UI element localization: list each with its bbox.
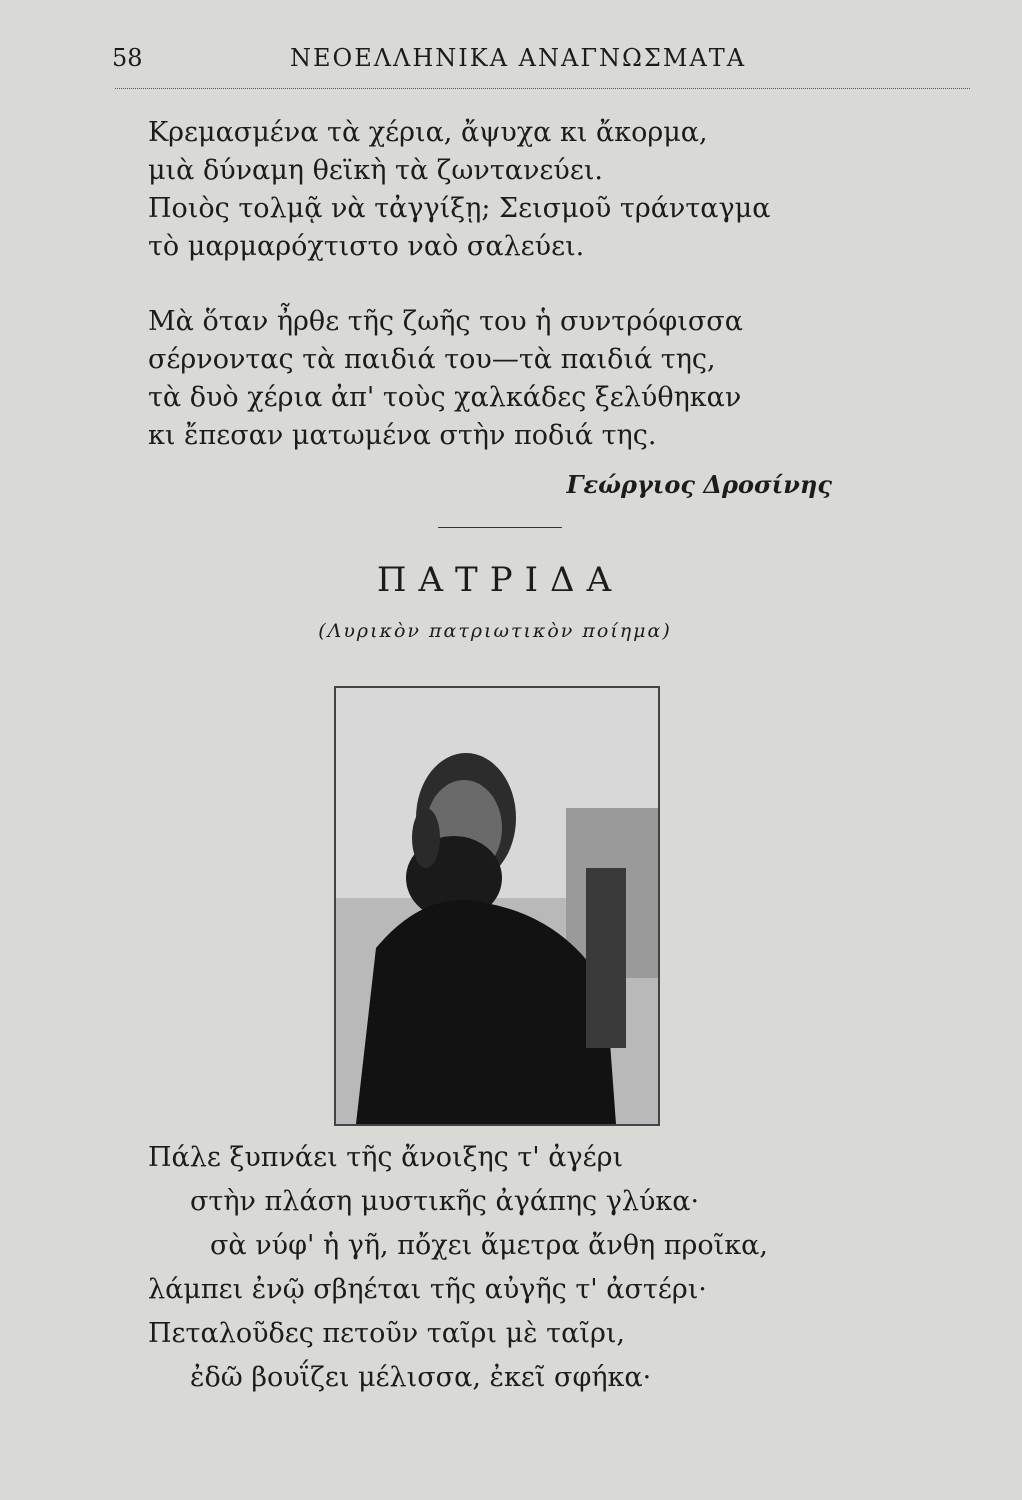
verse-line: Κρεμασμένα τὰ χέρια, ἄψυχα κι ἄκορμα, — [148, 117, 708, 148]
author-portrait — [334, 686, 660, 1126]
poem1-stanza2 — [148, 303, 743, 455]
verse-line: στὴν πλάση μυστικῆς ἀγάπης γλύκα· — [190, 1186, 700, 1217]
running-title: ΝΕΟΕΛΛΗΝΙΚΑ ΑΝΑΓΝΩΣΜΑΤΑ — [290, 44, 747, 72]
section-divider — [438, 527, 562, 528]
verse-line: κι ἔπεσαν ματωμένα στὴν ποδιά της. — [148, 420, 657, 451]
verse-line: Πεταλοῦδες πετοῦν ταῖρι μὲ ταῖρι, — [148, 1318, 625, 1349]
verse-line: τὰ δυὸ χέρια ἀπ' τοὺς χαλκάδες ξελύθηκαν — [148, 382, 742, 413]
header-divider — [115, 88, 970, 89]
verse-line: σέρνοντας τὰ παιδιά του—τὰ παιδιά της, — [148, 344, 716, 375]
verse-line: μιὰ δύναμη θεϊκὴ τὰ ζωντανεύει. — [148, 155, 603, 186]
verse-line: ἐδῶ βουΐζει μέλισσα, ἐκεῖ σφήκα· — [190, 1362, 652, 1393]
poem2-stanza1 — [148, 1136, 768, 1400]
verse-line: Πάλε ξυπνάει τῆς ἄνοιξης τ' ἀγέρι — [148, 1142, 624, 1173]
verse-line: Ποιὸς τολμᾷ νὰ τἀγγίξῃ; Σεισμοῦ τράνταγμα — [148, 193, 771, 224]
verse-line: λάμπει ἐνῷ σβηέται τῆς αὐγῆς τ' ἀστέρι· — [148, 1274, 707, 1305]
page-number: 58 — [112, 44, 143, 72]
author-signature: Γεώργιος Δροσίνης — [566, 470, 832, 499]
verse-line: Μὰ ὅταν ἦρθε τῆς ζωῆς του ἡ συντρόφισσα — [148, 306, 743, 337]
verse-line: τὸ μαρμαρόχτιστο ναὸ σαλεύει. — [148, 231, 585, 262]
portrait-photo-image — [336, 688, 658, 1124]
poem-subtitle: (Λυρικὸν πατριωτικὸν ποίημα) — [318, 620, 672, 642]
verse-line: σὰ νύφ' ἡ γῆ, πὄχει ἄμετρα ἄνθη προῖκα, — [210, 1230, 768, 1261]
poem-title: ΠΑΤΡΙΔΑ — [376, 560, 624, 600]
poem1-stanza1 — [148, 114, 770, 266]
